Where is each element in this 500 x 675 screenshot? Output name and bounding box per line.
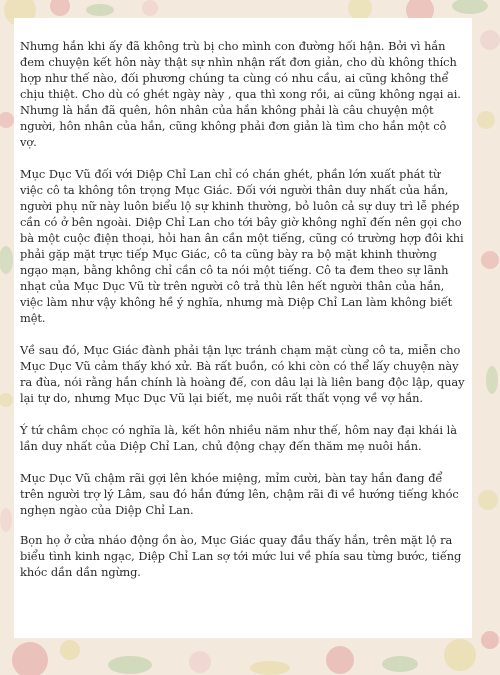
- paragraph: Mục Dục Vũ đối với Diệp Chỉ Lan chỉ có chán ghét, phần lớn xuất phát từ việc cô ta không tôn trọng Mục Giác. Đối với người thân duy nhất của hắn, người phụ nữ này luôn biểu lộ sự khinh thường, bỏ luôn cả sự duy trì lễ phép cần có ở bên ngoài. Diệp Chỉ Lan cho tới bây giờ không nghĩ đến nên gọi cho bà một cuộc điện thoại, hỏi han ân cần một tiếng, cũng có trường hợp đôi khi phải gặp mặt trực tiếp Mục Giác, cô ta cũng bày ra bộ mặt khinh thường ngạo mạn, bằng không chỉ cần cô ta nói một tiếng. Cô ta đem theo sự lãnh nhạt của Mục Dục Vũ từ trên người cô trả thù lên hết người thân của hắn, việc làm như vậy không hề ý nghĩa, nhưng mà Diệp Chỉ Lan làm không biết mệt.: [20, 167, 464, 325]
- paragraph: Về sau đó, Mục Giác đành phải tận lực tránh chạm mặt cùng cô ta, miễn cho Mục Dục Vũ cảm thấy khó xử. Bà rất buồn, có khi còn có thể lấy chuyện này ra đùa, nói rằng hắn chính là hoàng đế, con dâu lại là liên bang độc lập, quay lại tự do, nhưng Mục Dục Vũ lại biết, mẹ nuôi rất thất vọng về vợ hắn.: [20, 343, 465, 405]
- paragraph: Ý tứ châm chọc có nghĩa là, kết hôn nhiều năm như thế, hôm nay đại khái là lần duy nhất của Diệp Chỉ Lan, chủ động chạy đến thăm mẹ nuôi hắn.: [20, 423, 457, 453]
- paragraph: Nhưng hắn khi ấy đã không trù bị cho mình con đường hối hận. Bởi vì hắn đem chuyện kết hôn này thật sự nhìn nhận rất đơn giản, cho dù không thích hợp như thế nào, đối phương chúng ta cùng có nhu cầu, ai cũng không thể chịu thiệt. Cho dù có ghét ngày này , qua thì xong rồi, ai cũng không ngại ai. Nhưng là hắn đã quên, hôn nhân của hắn không phải là câu chuyện một người, hôn nhân của hắn, cũng không phải đơn giản là tìm cho hắn một cô vợ.: [20, 39, 461, 149]
- paragraph: Bọn họ ở cửa nháo động ồn ào, Mục Giác quay đầu thấy hắn, trên mặt lộ ra biểu tình kinh ngạc, Diệp Chỉ Lan sợ tới mức lui về phía sau từng bước, tiếng khóc dần dần ngừng.: [20, 533, 462, 579]
- text-page: [14, 18, 472, 638]
- paragraph: Mục Dục Vũ chậm rãi gợi lên khóe miệng, mỉm cười, bàn tay hắn đang để trên người trợ lý Lâm, sau đó hắn đứng lên, chậm rãi đi về hướng tiếng khóc nghẹn ngào của Diệp Chỉ Lan.: [20, 471, 459, 517]
